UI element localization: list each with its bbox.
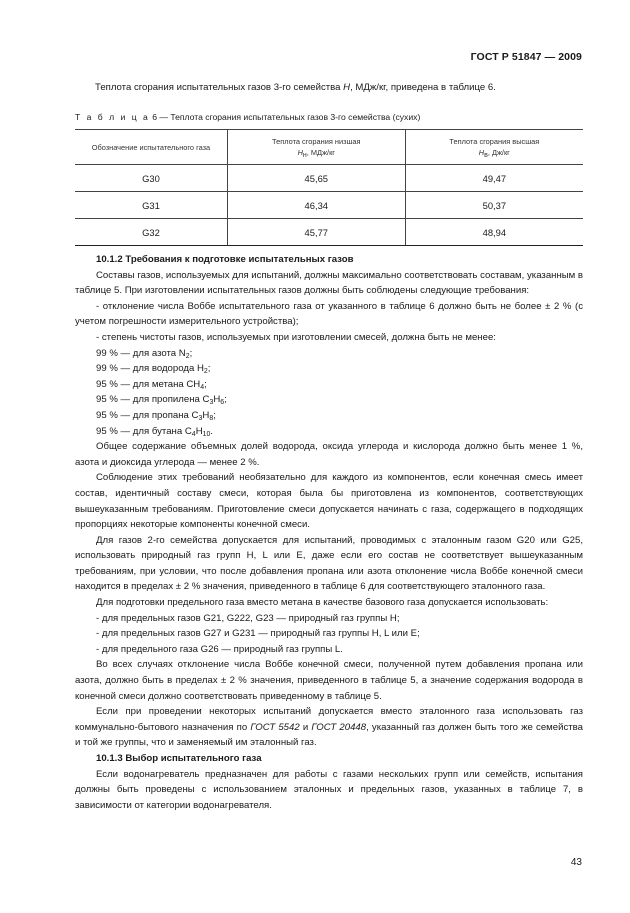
- paragraph: - для предельного газа G26 — природный газ группы L.: [96, 643, 343, 655]
- paragraph: Составы газов, используемых для испытаний, должны максимально соответствовать составам, указанным в таблице 5. При изготовлении испытательных газов должны быть соблюдены следующие требования:: [75, 269, 584, 297]
- cell-high: 50,37: [405, 192, 583, 219]
- purity-end: ;: [213, 409, 216, 421]
- intro-text-after: , МДж/кг, приведена в таблице 6.: [350, 82, 496, 93]
- paragraph: Для газов 2-го семейства допускается для испытаний, проводимых с эталонным газом G20 или G25, использовать природный газ групп H, L или E, даже если его состав не соответствует вышеуказанным требованиям, при условии, что после добавления пропана или азота отклонение числа Воббе конечной смеси находится в пределах ± 2 % значения, приведенного в таблице 6 для соответствующего эталонного газа.: [75, 534, 583, 593]
- page-number: 43: [570, 857, 582, 868]
- gost-20448-ref: ГОСТ 20448: [311, 721, 367, 733]
- paragraph: - для предельных газов G27 и G231 — природный газ группы H, L или E;: [96, 628, 420, 640]
- caption-rest: 6 — Теплота сгорания испытательных газов 3-го семейства (сухих): [152, 112, 421, 122]
- th-high-unit: , Дж/кг: [487, 148, 510, 157]
- paragraph: - для предельных газов G21, G222, G23 — природный газ группы H;: [96, 612, 400, 624]
- th-gas: Обозначение испытательного газа: [75, 130, 227, 165]
- table6-header-row: [75, 130, 583, 165]
- table6-caption: [75, 112, 420, 122]
- table-row: [75, 219, 583, 246]
- purity-mid: H: [202, 409, 210, 421]
- purity-item: [75, 424, 583, 440]
- cell-gas: G32: [75, 219, 227, 246]
- purity-item: [75, 408, 583, 424]
- cell-low: 45,65: [227, 165, 405, 192]
- purity-item: [75, 361, 583, 377]
- purity-sub: 2: [203, 368, 208, 376]
- cell-high: 48,94: [405, 219, 583, 246]
- purity-end: ;: [204, 378, 207, 390]
- th-low: [227, 130, 405, 165]
- purity-sub: 3: [209, 399, 214, 407]
- table6: [75, 129, 583, 246]
- purity-text: 95 % — для метана CH: [96, 378, 201, 390]
- paragraph: Во всех случаях отклонение числа Воббе конечной смеси, полученной путем добавления пропана или азота, должно быть в пределах ± 2 % значения, приведенного в таблице 5, а значение содержания водорода в конечной смеси должно соответствовать приведенному в таблице 5.: [75, 659, 583, 702]
- caption-prefix: Т а б л и ц а: [75, 112, 150, 122]
- th-high: [405, 130, 583, 165]
- purity-sub: 3: [198, 414, 203, 422]
- purity-text: 99 % — для азота N: [96, 347, 186, 359]
- purity-text: 95 % — для пропана C: [96, 409, 199, 421]
- purity-end: ;: [189, 347, 193, 359]
- purity-item: [75, 346, 583, 362]
- th-low-symbol: H: [297, 148, 303, 157]
- th-low-unit: , МДж/кг: [306, 148, 335, 157]
- purity-sub: 2: [185, 352, 190, 360]
- th-low-sub: н: [302, 152, 307, 159]
- purity-sub: 4: [191, 430, 196, 438]
- cell-gas: G30: [75, 165, 227, 192]
- purity-sub2: 10: [202, 430, 211, 438]
- paragraph: Если водонагреватель предназначен для работы с газами нескольких групп или семейств, испытания должны быть проведены с использованием эталонных и предельных газов, указанных в таблице 7, в зависимости от категории водонагревателя.: [75, 768, 583, 811]
- purity-end: .: [210, 425, 214, 437]
- th-high-sub: в: [484, 152, 488, 159]
- th-low-title: Теплота сгорания низшая: [272, 137, 361, 146]
- intro-var: H: [343, 82, 351, 93]
- th-low-unit-line: [232, 147, 401, 158]
- p12-e: , указанный газ должен быть того же семейства и той же группы, что и заменяемый им эталонный газ.: [75, 721, 583, 749]
- purity-text: 95 % — для пропилена C: [96, 394, 210, 406]
- purity-end: ;: [207, 363, 211, 375]
- purity-sub2: 8: [209, 414, 214, 422]
- purity-sub: 4: [200, 383, 205, 391]
- purity-text: 95 % — для бутана C: [96, 425, 192, 437]
- table-row: [75, 165, 583, 192]
- purity-mid: H: [213, 394, 221, 406]
- purity-item: [75, 377, 583, 393]
- purity-end: ;: [224, 394, 227, 406]
- purity-sub2: 6: [220, 399, 225, 407]
- paragraph: - степень чистоты газов, используемых при изготовлении смесей, должна быть не менее:: [96, 331, 496, 343]
- purity-item: [75, 392, 583, 408]
- section-10-1-3-title: 10.1.3 Выбор испытательного газа: [96, 753, 262, 764]
- intro-text-before: Теплота сгорания испытательных газов 3-го семейства: [95, 82, 344, 93]
- paragraph: Для подготовки предельного газа вместо метана в качестве базового газа допускается использовать:: [96, 597, 549, 609]
- purity-text: 99 % — для водорода H: [96, 363, 204, 375]
- th-high-title: Теплота сгорания высшая: [449, 137, 540, 146]
- main-text: [75, 252, 583, 813]
- section-10-1-2-title: 10.1.2 Требования к подготовке испытательных газов: [96, 254, 354, 265]
- purity-mid: H: [195, 425, 203, 437]
- paragraph: Общее содержание объемных долей водорода, оксида углерода и кислорода должно быть менее 1 %, азота и диоксида углерода — менее 2 %.: [75, 441, 583, 468]
- cell-low: 46,34: [227, 192, 405, 219]
- cell-high: 49,47: [405, 165, 583, 192]
- paragraph: - отклонение числа Воббе испытательного газа от указанного в таблице 6 должно быть не более ± 2 % (с учетом погрешности измерительного устройства);: [75, 300, 583, 328]
- p12-c: и: [299, 721, 312, 733]
- table-row: [75, 192, 583, 219]
- th-high-symbol: H: [478, 148, 485, 157]
- cell-low: 45,77: [227, 219, 405, 246]
- gost-5542-ref: ГОСТ 5542: [250, 721, 300, 733]
- document-header: ГОСТ Р 51847 — 2009: [470, 51, 582, 63]
- table6-intro: [95, 80, 603, 96]
- paragraph: Соблюдение этих требований необязательно для каждого из компонентов, если конечная смесь имеет состав, идентичный составу смеси, которая была бы приготовлена из компонентов, соответствующих вышеуказанным требованиям. Приготовление смеси допускается начинать с газа, содержащего в подходящих пропорциях некоторые компоненты конечной смеси.: [75, 472, 583, 531]
- p12-a: Если при проведении некоторых испытаний допускается вместо эталонного газа использовать газ коммунально-бытового назначения по: [75, 706, 583, 733]
- paragraph: [75, 704, 583, 751]
- th-high-unit-line: [410, 147, 579, 158]
- cell-gas: G31: [75, 192, 227, 219]
